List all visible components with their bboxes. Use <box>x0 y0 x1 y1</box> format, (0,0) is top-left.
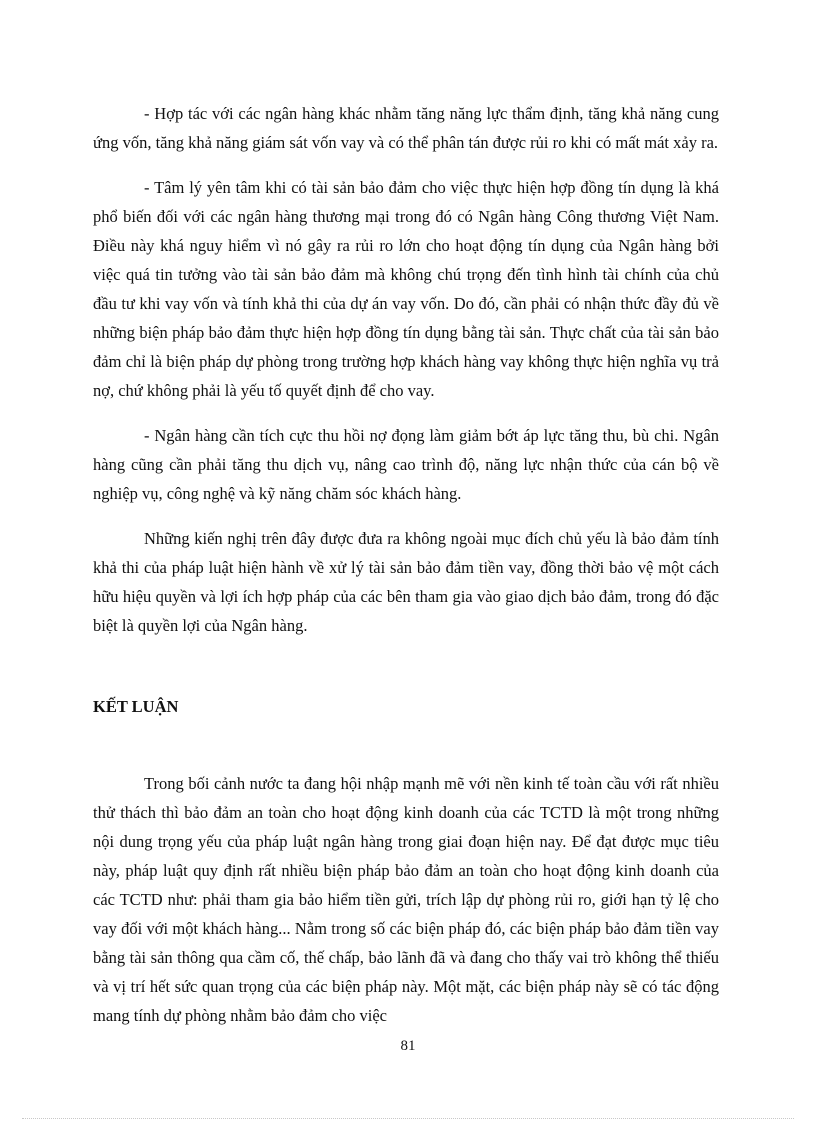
body-paragraph: - Ngân hàng cần tích cực thu hồi nợ đọng làm giảm bớt áp lực tăng thu, bù chi. Ngân hàng cũng cần phải tăng thu dịch vụ, nâng cao trình độ, năng lực nhận thức của cán bộ về nghiệp vụ, công nghệ và kỹ năng chăm sóc khách hàng. <box>93 426 719 503</box>
body-paragraph: Những kiến nghị trên đây được đưa ra không ngoài mục đích chủ yếu là bảo đảm tính khả thi của pháp luật hiện hành về xử lý tài sản bảo đảm tiền vay, đồng thời bảo vệ một cách hữu hiệu quyền và lợi ích hợp pháp của các bên tham gia vào giao dịch bảo đảm, trong đó đặc biệt là quyền lợi của Ngân hàng. <box>93 529 719 635</box>
page-content <box>93 99 719 1030</box>
body-paragraph: - Hợp tác với các ngân hàng khác nhằm tăng năng lực thẩm định, tăng khả năng cung ứng vốn, tăng khả năng giám sát vốn vay và có thể phân tán được rủi ro khi có mất mát xảy ra. <box>93 104 719 152</box>
conclusion-paragraph: Trong bối cảnh nước ta đang hội nhập mạnh mẽ với nền kinh tế toàn cầu với rất nhiều thử thách thì bảo đảm an toàn cho hoạt động kinh doanh của các TCTD là một trong những nội dung trọng yếu của pháp luật ngân hàng trong giai đoạn hiện nay. Để đạt được mục tiêu này, pháp luật quy định rất nhiều biện pháp bảo đảm an toàn cho hoạt động kinh doanh của các TCTD như: phải tham gia bảo hiểm tiền gửi, trích lập dự phòng rủi ro, giới hạn tỷ lệ cho vay đối với một khách hàng... Nằm trong số các biện pháp đó, các biện pháp bảo đảm tiền vay bằng tài sản thông qua cầm cố, thế chấp, bảo lãnh đã và đang cho thấy vai trò không thể thiếu và vị trí hết sức quan trọng của các biện pháp này. Một mặt, các biện pháp này sẽ có tác động mang tính dự phòng nhằm bảo đảm cho việc <box>93 774 719 1025</box>
page-bottom-divider <box>22 1118 794 1119</box>
page-number: 81 <box>400 1038 416 1054</box>
body-paragraph: - Tâm lý yên tâm khi có tài sản bảo đảm cho việc thực hiện hợp đồng tín dụng là khá phổ biến đối với các ngân hàng thương mại trong đó có Ngân hàng Công thương Việt Nam. Điều này khá nguy hiểm vì nó gây ra rủi ro lớn cho hoạt động tín dụng của Ngân hàng bởi việc quá tin tưởng vào tài sản bảo đảm mà không chú trọng đến tình hình tài chính của chủ đầu tư khi vay vốn và tính khả thi của dự án vay vốn. Do đó, cần phải có nhận thức đầy đủ về những biện pháp bảo đảm thực hiện hợp đồng tín dụng bằng tài sản. Thực chất của tài sản bảo đảm chỉ là biện pháp dự phòng trong trường hợp khách hàng vay không thực hiện nghĩa vụ trả nợ, chứ không phải là yếu tố quyết định để cho vay. <box>93 178 719 400</box>
conclusion-heading: KẾT LUẬN <box>93 697 179 716</box>
